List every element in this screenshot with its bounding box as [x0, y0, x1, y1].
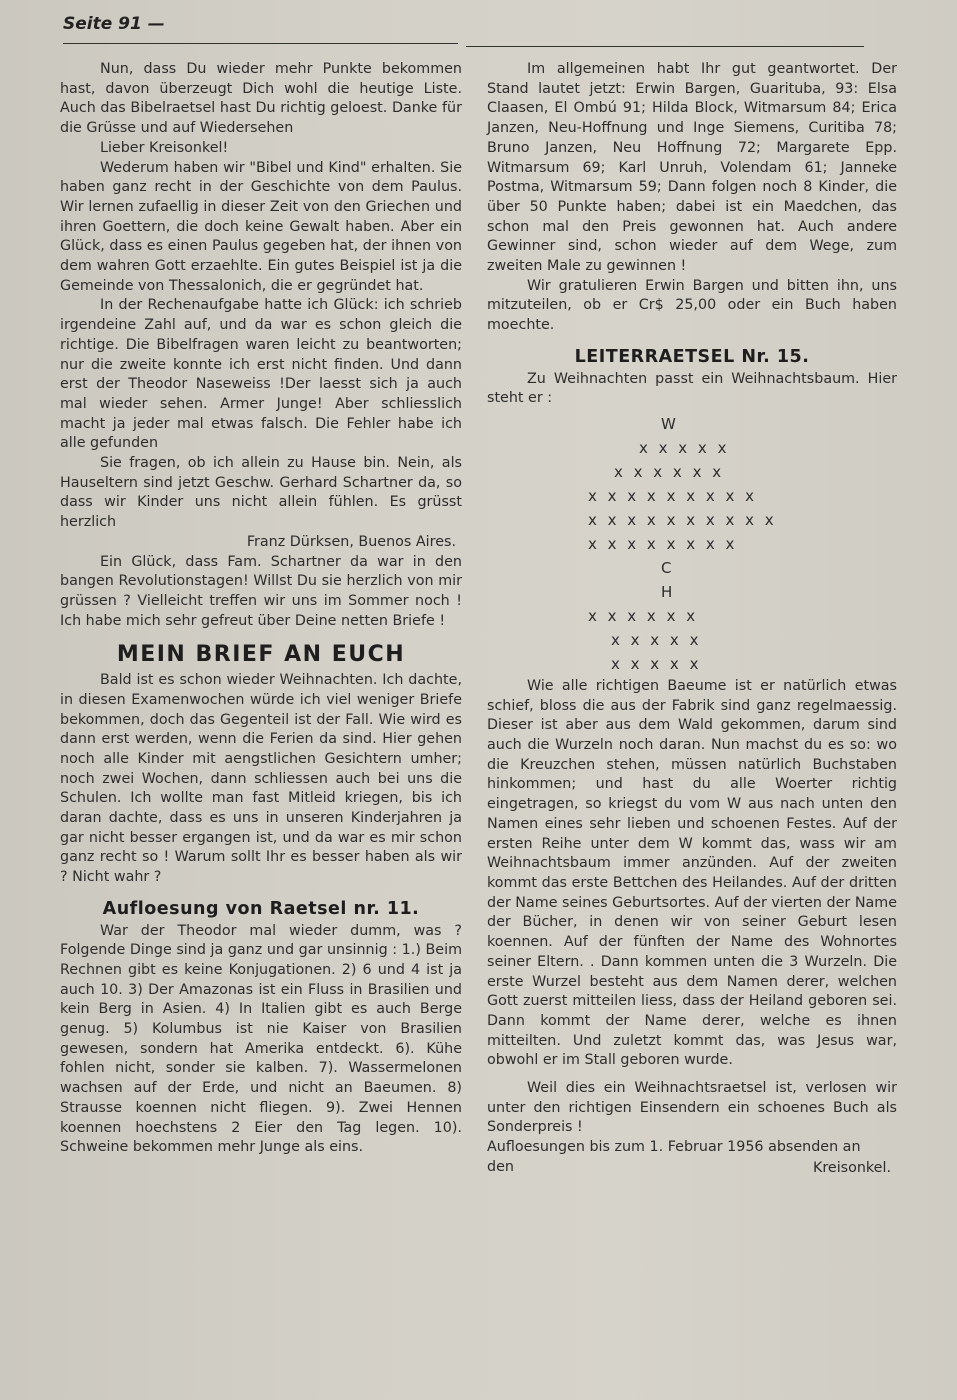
- puzzle-row: x x x x x x x x x x: [588, 510, 777, 529]
- puzzle-row: C: [661, 558, 675, 577]
- puzzle-row: x x x x x x: [614, 462, 725, 481]
- letter-paragraph: Wederum haben wir "Bibel und Kind" erhalten. Sie haben ganz recht in der Geschichte von dem Paulus. Wir lernen zufaellig in dieser Zeit von den Griechen und ihren Goettern, die doch keine Gewalt haben. Aber ein Glück, dass es einen Paulus gegeben hat, der ihnen von dem wahren Gott erzaehlte. Ein gutes Beispiel ist ja die Gemeinde von Thessalonich, die er gegründet hat.: [60, 159, 462, 294]
- prize-paragraph: Weil dies ein Weihnachtsraetsel ist, verlosen wir unter den richtigen Einsendern ein schoenes Buch als Sonderpreis !: [487, 1080, 897, 1136]
- header-rule-left: [63, 43, 458, 44]
- congrats-paragraph: Wir gratulieren Erwin Bargen und bitten ihn, uns mitzuteilen, ob er Cr$ 25,00 oder ein Buch haben moechte.: [487, 277, 897, 334]
- letter-paragraph: Nun, dass Du wieder mehr Punkte bekommen hast, davon überzeugt Dich wohl die heutige Liste. Auch das Bibelraetsel hast Du richtig geloest. Danke für die Grüsse und auf Wiedersehen: [60, 61, 462, 137]
- header-rule-right: [466, 46, 864, 47]
- reply-paragraph: Ein Glück, dass Fam. Schartner da war in den bangen Revolutionstagen! Willst Du sie herzlich von mir grüssen ? Vielleicht treffen wir uns im Sommer noch ! Ich habe mich sehr gefreut über Deine netten Briefe !: [60, 553, 462, 629]
- aufloesung-paragraph: War der Theodor mal wieder dumm, was ? Folgende Dinge sind ja ganz und gar unsinnig : 1.) Beim Rechnen gibt es keine Konjugationen. 2) 6 und 4 ist ja auch 10. 3) Der Amazonas ist ein Fluss in Brasilien und kein Berg in Asien. 4) In Italien gibt es auch Berge genug. 5) Kolumbus ist nie Kaiser von Brasilien gewesen, sondern hat Amerika entdeckt. 6). Kühe fohlen nicht, sonder sie kalben. 7). Wassermelonen wachsen auf der Erde, und nicht an Baeumen. 8) Strausse koennen nicht fliegen. 9). Zwei Hennen koennen hoechstens 2 Eier den Tag legen. 10). Schweine bekommen mehr Junge als eins.: [60, 922, 462, 1156]
- puzzle-row: x x x x x x x x x: [588, 486, 758, 505]
- puzzle-row: x x x x x: [611, 630, 702, 649]
- brief-paragraph: Bald ist es schon wieder Weihnachten. Ich dachte, in diesen Examenwochen würde ich viel weniger Briefe bekommen, doch das Gegenteil ist der Fall. Wie wird es dann erst werden, wenn die Ferien da sind. Hier gehen noch alle Kinder mit aengstlichen Gesichtern umher; noch zwei Wochen, dann schliessen auch bei uns die Schulen. Ich wollte man fast Mitleid kriegen, bis ich daran dachte, dass es uns in unseren Kinderjahren ja gar nicht besser ergangen ist, und da war es mir schon ganz recht so ! Warum sollt Ihr es besser haben als wir ? Nicht wahr ?: [60, 672, 462, 886]
- puzzle-intro: Zu Weihnachten passt ein Weihnachtsbaum. Hier steht er :: [487, 370, 897, 407]
- puzzle-row: x x x x x x: [588, 606, 699, 625]
- puzzle-row: W: [661, 414, 679, 433]
- closing-signature: Kreisonkel.: [812, 1159, 891, 1176]
- puzzle-instructions: Wie alle richtigen Baeume ist er natürlich etwas schief, bloss die aus der Fabrik sind ganz regelmaessig. Dieser ist aber aus dem Wald gekommen, darum sind auch die Wurzeln noch daran. Nun machst du es so: wo die Kreuzchen stehen, müssen natürlich Buchstaben hinkommen; und hast du alle Woerter richtig eingetragen, so kriegst du vom W aus nach unten den Namen eines sehr lieben und schoenen Festes. Auf der ersten Reihe unter dem W kommt das, wass wir am Weihnachtsbaum immer anzünden. Auf der zweiten kommt das erste Bettchen des Heilandes. Auf der dritten der Name seines Geburtsortes. Auf der vierten der Name der Bücher, in denen wir von seiner Geburt lesen koennen. Auf der fünften der Name des Wohnortes seiner Eltern. . Dann kommen unten die 3 Wurzeln. Die erste Wurzel besteht aus dem Namen derer, welchen Gott zuerst mitteilen liess, dass der Heiland geboren sei. Dann kommt der Name derer, welche es ihnen mitteilten. Und zuletzt kommt das, was Jesus war, obwohl er im Stall geboren wurde.: [487, 677, 897, 1069]
- puzzle-row: x x x x x: [611, 654, 702, 673]
- section-heading-aufloesung: Aufloesung von Raetsel nr. 11.: [102, 898, 420, 919]
- puzzle-row: H: [661, 582, 676, 601]
- left-column: [60, 60, 462, 1158]
- ladder-puzzle-tree: [487, 413, 897, 671]
- letter-signature: Franz Dürksen, Buenos Aires.: [246, 533, 456, 550]
- standings-paragraph: Im allgemeinen habt Ihr gut geantwortet. Der Stand lautet jetzt: Erwin Bargen, Guarituba, 93: Elsa Claasen, El Ombú 91; Hilda Block, Witmarsum 84; Erica Janzen, Neu-Hoffnung und Inge Siemens, Curitiba 78; Bruno Janzen, Neu Hoffnung 72; Margarete Epp. Witmarsum 69; Karl Unruh, Volendam 61; Janneke Postma, Witmarsum 59; Dann folgen noch 8 Kinder, die über 50 Punkte haben; dabei ist ein Maedchen, das schon mal den Preis gewonnen hat. Auch andere Gewinner sind, schon wieder auf dem Wege, zum zweiten Male zu gewinnen !: [487, 61, 897, 275]
- puzzle-row: x x x x x x x x: [588, 534, 738, 553]
- section-heading-leiterraetsel: LEITERRAETSEL Nr. 15.: [574, 346, 810, 367]
- letter-paragraph: In der Rechenaufgabe hatte ich Glück: ich schrieb irgendeine Zahl auf, und da war es schon gleich die richtige. Die Bibelfragen waren leicht zu beantworten; nur die zweite konnte ich erst nicht finden. Und dann erst der Theodor Naseweiss !Der laesst sich ja auch mal wieder sehen. Armer Junge! Aber schliesslich macht ja jeder mal etwas falsch. Die Fehler habe ich alle gefunden: [60, 297, 462, 452]
- right-column: [487, 60, 897, 1178]
- section-heading-mein-brief: MEIN BRIEF AN EUCH: [116, 642, 406, 668]
- puzzle-row: x x x x x: [639, 438, 730, 457]
- letter-salutation: Lieber Kreisonkel!: [100, 139, 229, 156]
- page-number-label: Seite 91 —: [63, 14, 165, 34]
- deadline-text: Aufloesungen bis zum 1. Februar 1956 absenden an den: [487, 1139, 861, 1175]
- letter-paragraph: Sie fragen, ob ich allein zu Hause bin. Nein, als Hauseltern sind jetzt Geschw. Gerhard Schartner da, so dass wir Kinder uns nicht allein fühlen. Es grüsst herzlich: [60, 455, 462, 531]
